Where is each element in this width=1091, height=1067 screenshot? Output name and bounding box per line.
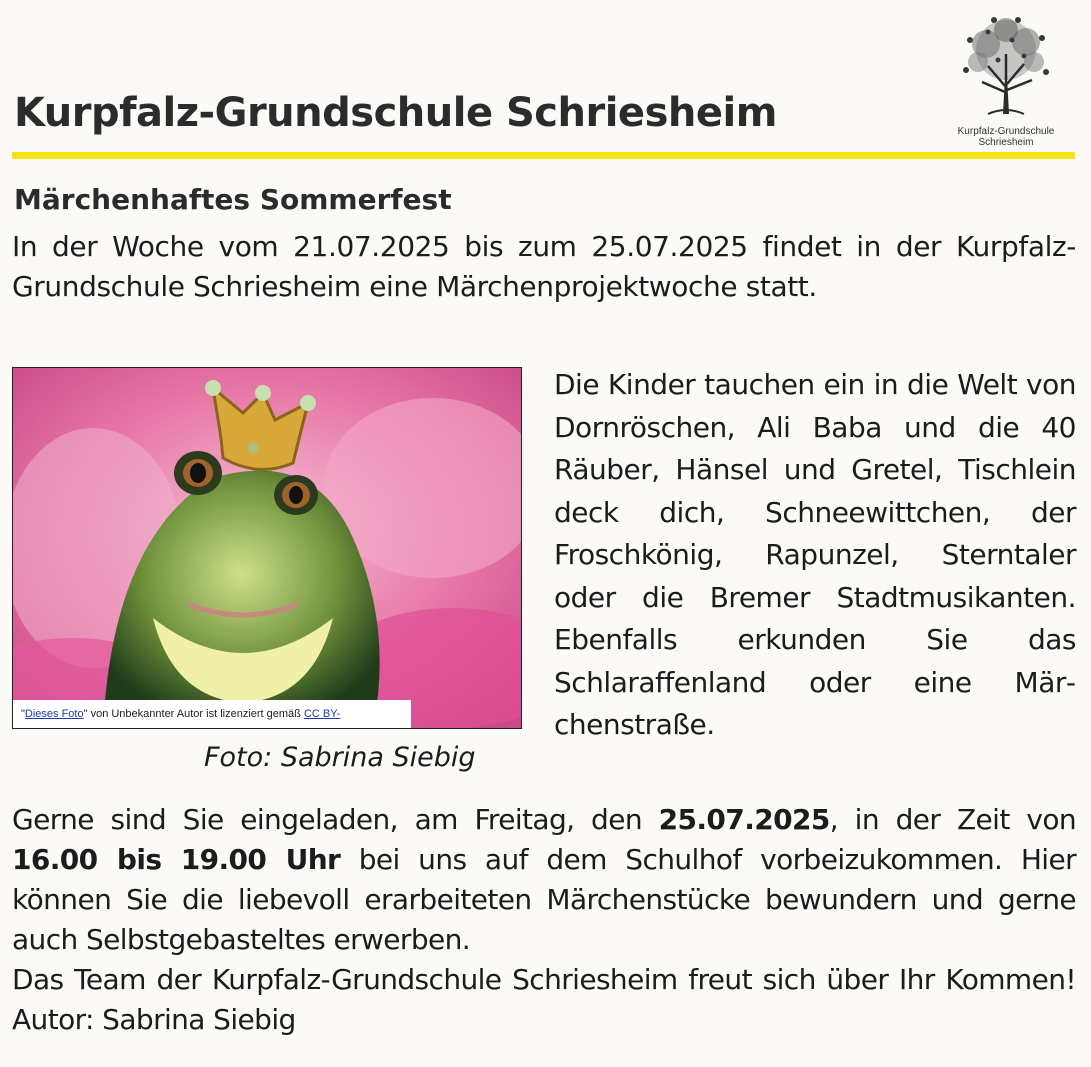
credit-quote-close: " — [83, 708, 88, 720]
invite-text-2: , in der Zeit von — [829, 803, 1076, 836]
frog-prince-image — [13, 368, 521, 728]
photo-license-notice — [13, 700, 411, 728]
article-headline: Märchenhaftes Sommerfest — [14, 183, 452, 216]
invitation-paragraph — [12, 800, 1076, 960]
invite-text-1: Gerne sind Sie eingeladen, am Freitag, den — [12, 803, 659, 836]
credit-license-link[interactable]: CC BY- — [303, 708, 341, 720]
frog-king-photo — [12, 367, 522, 729]
school-logo — [948, 10, 1064, 150]
credit-photo-link[interactable]: Dieses Foto — [24, 708, 84, 720]
invite-time: 16.00 bis 19.00 Uhr — [12, 843, 341, 876]
invite-text-3: bei uns auf dem Schulhof vorbeizukommen. Hier können Sie die liebevoll erarbeiteten Märchenstücke bewundern und gerne auch Selbstgebasteltes erwerben. — [12, 843, 1076, 956]
closing-section — [12, 800, 1076, 1040]
intro-paragraph: In der Woche vom 21.07.2025 bis zum 25.07.2025 findet in der Kurpfalz-Grundschule Schriesheim eine Märchenprojektwoche statt. — [12, 230, 1076, 303]
school-name-title: Kurpfalz-Grundschule Schriesheim — [14, 90, 777, 136]
header-divider — [12, 152, 1075, 159]
credit-quote-open: " — [21, 708, 25, 720]
invite-date: 25.07.2025 — [658, 803, 830, 836]
closing-paragraph: Das Team der Kurpfalz-Grundschule Schriesheim freut sich über Ihr Kommen! Autor: Sabrina Siebig — [12, 963, 1076, 1036]
logo-caption — [948, 126, 1064, 148]
logo-caption-line2: Schriesheim — [978, 137, 1034, 148]
stories-paragraph: Die Kinder tauchen ein in die Welt von Dornröschen, Ali Baba und die 40 Räuber, Hänsel und Gretel, Tischlein deck dich, Schneewittchen, der Froschkönig, Rapunzel, Sterntaler oder die Bremer Stadtmusikanten. Ebenfalls erkunden Sie das Schlaraffenland oder eine Märchenstraße. — [554, 368, 1076, 741]
photo-caption: Foto: Sabrina Siebig — [204, 742, 476, 773]
logo-caption-line1: Kurpfalz-Grundschule — [957, 126, 1055, 137]
credit-text: von Unbekannter Autor ist lizenziert gemäß — [87, 708, 304, 720]
tree-logo-icon — [948, 10, 1064, 126]
